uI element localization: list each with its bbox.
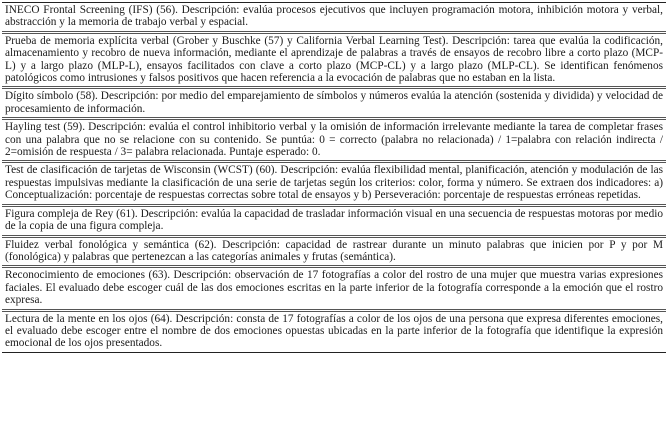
table-row-wcst (2, 160, 666, 203)
table-row-fluidez-verbal (2, 235, 666, 266)
table-row-lectura-mente-ojos (2, 309, 666, 352)
table-row-memoria-explicita (2, 31, 666, 87)
table-row-figura-rey (2, 204, 666, 235)
row-text: Lectura de la mente en los ojos (64). Descripción: consta de 17 fotografías a color de los ojos de una persona que expresa diferentes emociones, el evaluado debe escoger entre el nombre de dos emociones opuestas ubicadas en la parte inferior de la fotografía que identifique la expresión emocional de los ojos presentados. (5, 312, 663, 350)
row-text: Dígito símbolo (58). Descripción: por medio del emparejamiento de símbolos y números evalúa la atención (sostenida y dividida) y velocidad de procesamiento de información. (5, 90, 663, 115)
row-text: Fluidez verbal fonológica y semántica (62). Descripción: capacidad de rastrear durante un minuto palabras que inicien por P y por M (fonológica) y palabras que pertenezcan a las categorías animales y frutas (semántica). (5, 238, 663, 263)
table-row-digito-simbolo (2, 86, 666, 117)
table-row-hayling (2, 117, 666, 160)
row-text: Figura compleja de Rey (61). Descripción: evalúa la capacidad de trasladar información visual en una secuencia de respuestas motoras por medio de la copia de una figura compleja. (5, 207, 663, 233)
row-text: Reconocimiento de emociones (63). Descripción: observación de 17 fotografías a color del rostro de una mujer que muestra varias expresiones faciales. El evaluado debe escoger cuál de las dos emociones escritas en la parte inferior de la fotografía corresponde a la emoción que el rostro expresa. (5, 269, 663, 307)
row-text: INECO Frontal Screening (IFS) (56). Descripción: evalúa procesos ejecutivos que incluyen programación motora, inhibición motora y verbal, abstracción y la memoria de trabajo verbal y espacial. (5, 4, 663, 29)
row-text: Hayling test (59). Descripción: evalúa el control inhibitorio verbal y la omisión de información irrelevante mediante la tarea de completar frases con una palabra que no se relacione con su contenido. Se puntúa: 0 = correcto (palabra no relacionada) / 1=palabra con relación indirecta / 2=omisión de respuesta / 3= palabra relacionada. Puntaje esperado: 0. (5, 121, 663, 159)
neuropsych-tests-table (2, 2, 666, 353)
table-row-reconocimiento-emociones (2, 265, 666, 308)
row-text: Test de clasificación de tarjetas de Wisconsin (WCST) (60). Descripción: evalúa flexibilidad mental, planificación, atención y modulación de las respuestas impulsivas mediante la clasificación de una serie de tarjetas según los criterios: color, forma y número. Se extraen dos indicadores: a) Conceptualización: porcentaje de respuestas correctas sobre total de ensayos y b) Perseveración: porcentaje de respuestas erróneas repetidas. (5, 164, 663, 202)
table-row-ifs (2, 3, 666, 31)
row-text: Prueba de memoria explícita verbal (Grober y Buschke (57) y California Verbal Learning Test). Descripción: tarea que evalúa la codificación, almacenamiento y recobro de nueva información, mediante el aprendizaje de palabras a través de ensayos de recobro libre a corto plazo (MCP-L) y a largo plazo (MLP-L), ensayos facilitados con clave a corto plazo (MCP-CL) y a largo plazo (MLP-CL). Se identifican fenómenos patológicos como intrusiones y falsos positivos que hacen referencia a la evocación de palabras que no estaban en la lista. (5, 34, 663, 85)
